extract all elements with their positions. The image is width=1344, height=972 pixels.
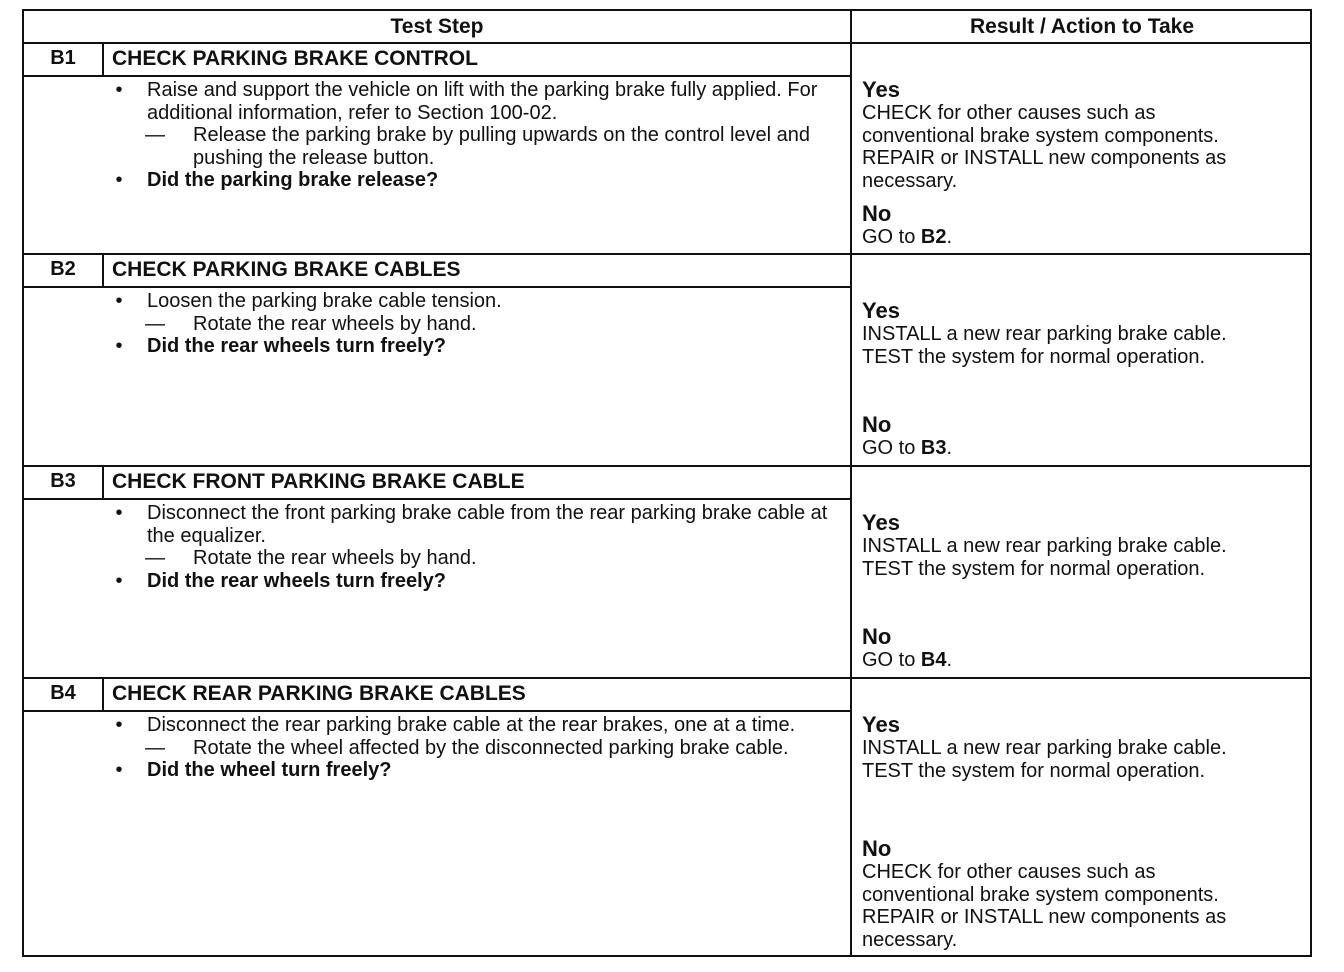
instruction-text: Did the parking brake release? bbox=[147, 169, 439, 191]
bullet-icon: • bbox=[115, 169, 123, 191]
sub-instruction bbox=[112, 737, 847, 760]
step-title: CHECK PARKING BRAKE CONTROL bbox=[112, 47, 478, 70]
step-id: B2 bbox=[50, 258, 76, 280]
go-to-text: GO to bbox=[862, 649, 921, 671]
step-result bbox=[862, 713, 1312, 782]
yes-action-line: TEST the system for normal operation. bbox=[862, 759, 1206, 782]
dash-icon: — bbox=[145, 547, 165, 569]
no-label: No bbox=[862, 836, 892, 861]
yes-action-line: INSTALL a new rear parking brake cable. bbox=[862, 535, 1227, 557]
step-instructions bbox=[112, 290, 847, 358]
bullet-icon: • bbox=[115, 714, 123, 736]
no-action-line: CHECK for other causes such as bbox=[862, 861, 1156, 883]
title-row-divider bbox=[24, 286, 850, 288]
step-result bbox=[862, 78, 1312, 192]
step-id: B4 bbox=[50, 682, 76, 704]
bullet-icon: • bbox=[115, 79, 123, 101]
id-column-divider bbox=[102, 465, 104, 498]
yes-action-line: REPAIR or INSTALL new components as bbox=[862, 147, 1227, 169]
no-label: No bbox=[862, 201, 892, 226]
bullet-icon: • bbox=[115, 290, 123, 312]
dash-icon: — bbox=[145, 736, 165, 759]
instruction-text: Did the rear wheels turn freely? bbox=[147, 335, 446, 357]
go-to-suffix: . bbox=[946, 437, 953, 459]
instruction-item bbox=[112, 502, 847, 547]
step-title: CHECK REAR PARKING BRAKE CABLES bbox=[112, 682, 526, 705]
instruction-item bbox=[112, 759, 847, 782]
title-row-divider bbox=[24, 498, 850, 500]
yes-action-line: CHECK for other causes such as bbox=[862, 102, 1156, 124]
yes-label: Yes bbox=[862, 298, 900, 323]
no-action-line bbox=[862, 437, 1312, 460]
step-instructions bbox=[112, 502, 847, 592]
column-divider bbox=[850, 11, 852, 955]
bullet-icon: • bbox=[115, 569, 123, 592]
no-result bbox=[862, 625, 1312, 672]
sub-instruction bbox=[112, 124, 847, 169]
id-column-divider bbox=[102, 42, 104, 75]
instruction-text: Disconnect the rear parking brake cable at the rear brakes, one at a time. bbox=[147, 714, 796, 736]
instruction-text: Did the rear wheels turn freely? bbox=[147, 569, 446, 592]
bullet-icon: • bbox=[115, 759, 123, 781]
step-instructions bbox=[112, 79, 847, 192]
dash-icon: — bbox=[145, 124, 165, 146]
step-result bbox=[862, 511, 1312, 580]
instruction-text: Disconnect the front parking brake cable from the rear parking brake cable at the equalizer. bbox=[147, 502, 828, 547]
instruction-item bbox=[112, 570, 847, 593]
no-result bbox=[862, 837, 1312, 951]
instruction-text: Raise and support the vehicle on lift with the parking brake fully applied. For additional information, refer to Section 100-02. bbox=[147, 79, 818, 124]
go-to-text: GO to bbox=[862, 437, 921, 459]
no-action-line: conventional brake system components. bbox=[862, 883, 1219, 906]
go-to-step-ref: B3 bbox=[920, 437, 947, 459]
sub-instruction bbox=[112, 313, 847, 336]
no-action-line: REPAIR or INSTALL new components as bbox=[862, 906, 1227, 928]
id-column-divider bbox=[102, 677, 104, 710]
bullet-icon: • bbox=[115, 502, 123, 524]
header-test-step: Test Step bbox=[390, 15, 484, 38]
step-title: CHECK FRONT PARKING BRAKE CABLE bbox=[112, 470, 525, 493]
dash-icon: — bbox=[145, 312, 165, 335]
diagnostic-table bbox=[22, 9, 1312, 957]
step-id: B1 bbox=[50, 47, 76, 69]
go-to-suffix: . bbox=[946, 649, 953, 671]
sub-instruction-text: Rotate the rear wheels by hand. bbox=[193, 312, 477, 335]
instruction-item bbox=[112, 335, 847, 358]
no-action-line: necessary. bbox=[862, 928, 958, 951]
go-to-step-ref: B2 bbox=[920, 226, 947, 248]
sub-instruction-text: Release the parking brake by pulling upwards on the control level and pushing the release button. bbox=[193, 124, 811, 169]
no-action-line bbox=[862, 226, 1312, 249]
yes-action-line: INSTALL a new rear parking brake cable. bbox=[862, 323, 1227, 345]
yes-action-line: TEST the system for normal operation. bbox=[862, 557, 1206, 580]
step-instructions bbox=[112, 714, 847, 782]
go-to-suffix: . bbox=[946, 226, 953, 248]
yes-action-line: TEST the system for normal operation. bbox=[862, 345, 1206, 368]
yes-label: Yes bbox=[862, 77, 900, 102]
bullet-icon: • bbox=[115, 335, 123, 357]
step-id: B3 bbox=[50, 470, 76, 492]
title-row-divider bbox=[24, 710, 850, 712]
go-to-step-ref: B4 bbox=[920, 649, 947, 671]
step-result bbox=[862, 299, 1312, 368]
step-title: CHECK PARKING BRAKE CABLES bbox=[112, 258, 461, 281]
yes-label: Yes bbox=[862, 510, 900, 535]
yes-action-line: conventional brake system components. bbox=[862, 124, 1219, 147]
instruction-item bbox=[112, 290, 847, 313]
sub-instruction-text: Rotate the rear wheels by hand. bbox=[193, 547, 477, 569]
yes-label: Yes bbox=[862, 712, 900, 737]
instruction-item bbox=[112, 714, 847, 737]
yes-action-line: INSTALL a new rear parking brake cable. bbox=[862, 737, 1227, 759]
sub-instruction-text: Rotate the wheel affected by the disconnected parking brake cable. bbox=[193, 736, 789, 759]
instruction-item bbox=[112, 79, 847, 124]
go-to-text: GO to bbox=[862, 226, 921, 248]
no-label: No bbox=[862, 412, 892, 437]
title-row-divider bbox=[24, 75, 850, 77]
no-label: No bbox=[862, 624, 892, 649]
yes-action-line: necessary. bbox=[862, 169, 958, 192]
no-result bbox=[862, 413, 1312, 460]
instruction-text: Loosen the parking brake cable tension. bbox=[147, 290, 502, 312]
sub-instruction bbox=[112, 547, 847, 570]
no-result bbox=[862, 202, 1312, 249]
header-result-action: Result / Action to Take bbox=[969, 15, 1195, 38]
instruction-text: Did the wheel turn freely? bbox=[147, 759, 392, 781]
id-column-divider bbox=[102, 253, 104, 286]
instruction-item bbox=[112, 169, 847, 192]
no-action-line bbox=[862, 649, 1312, 672]
